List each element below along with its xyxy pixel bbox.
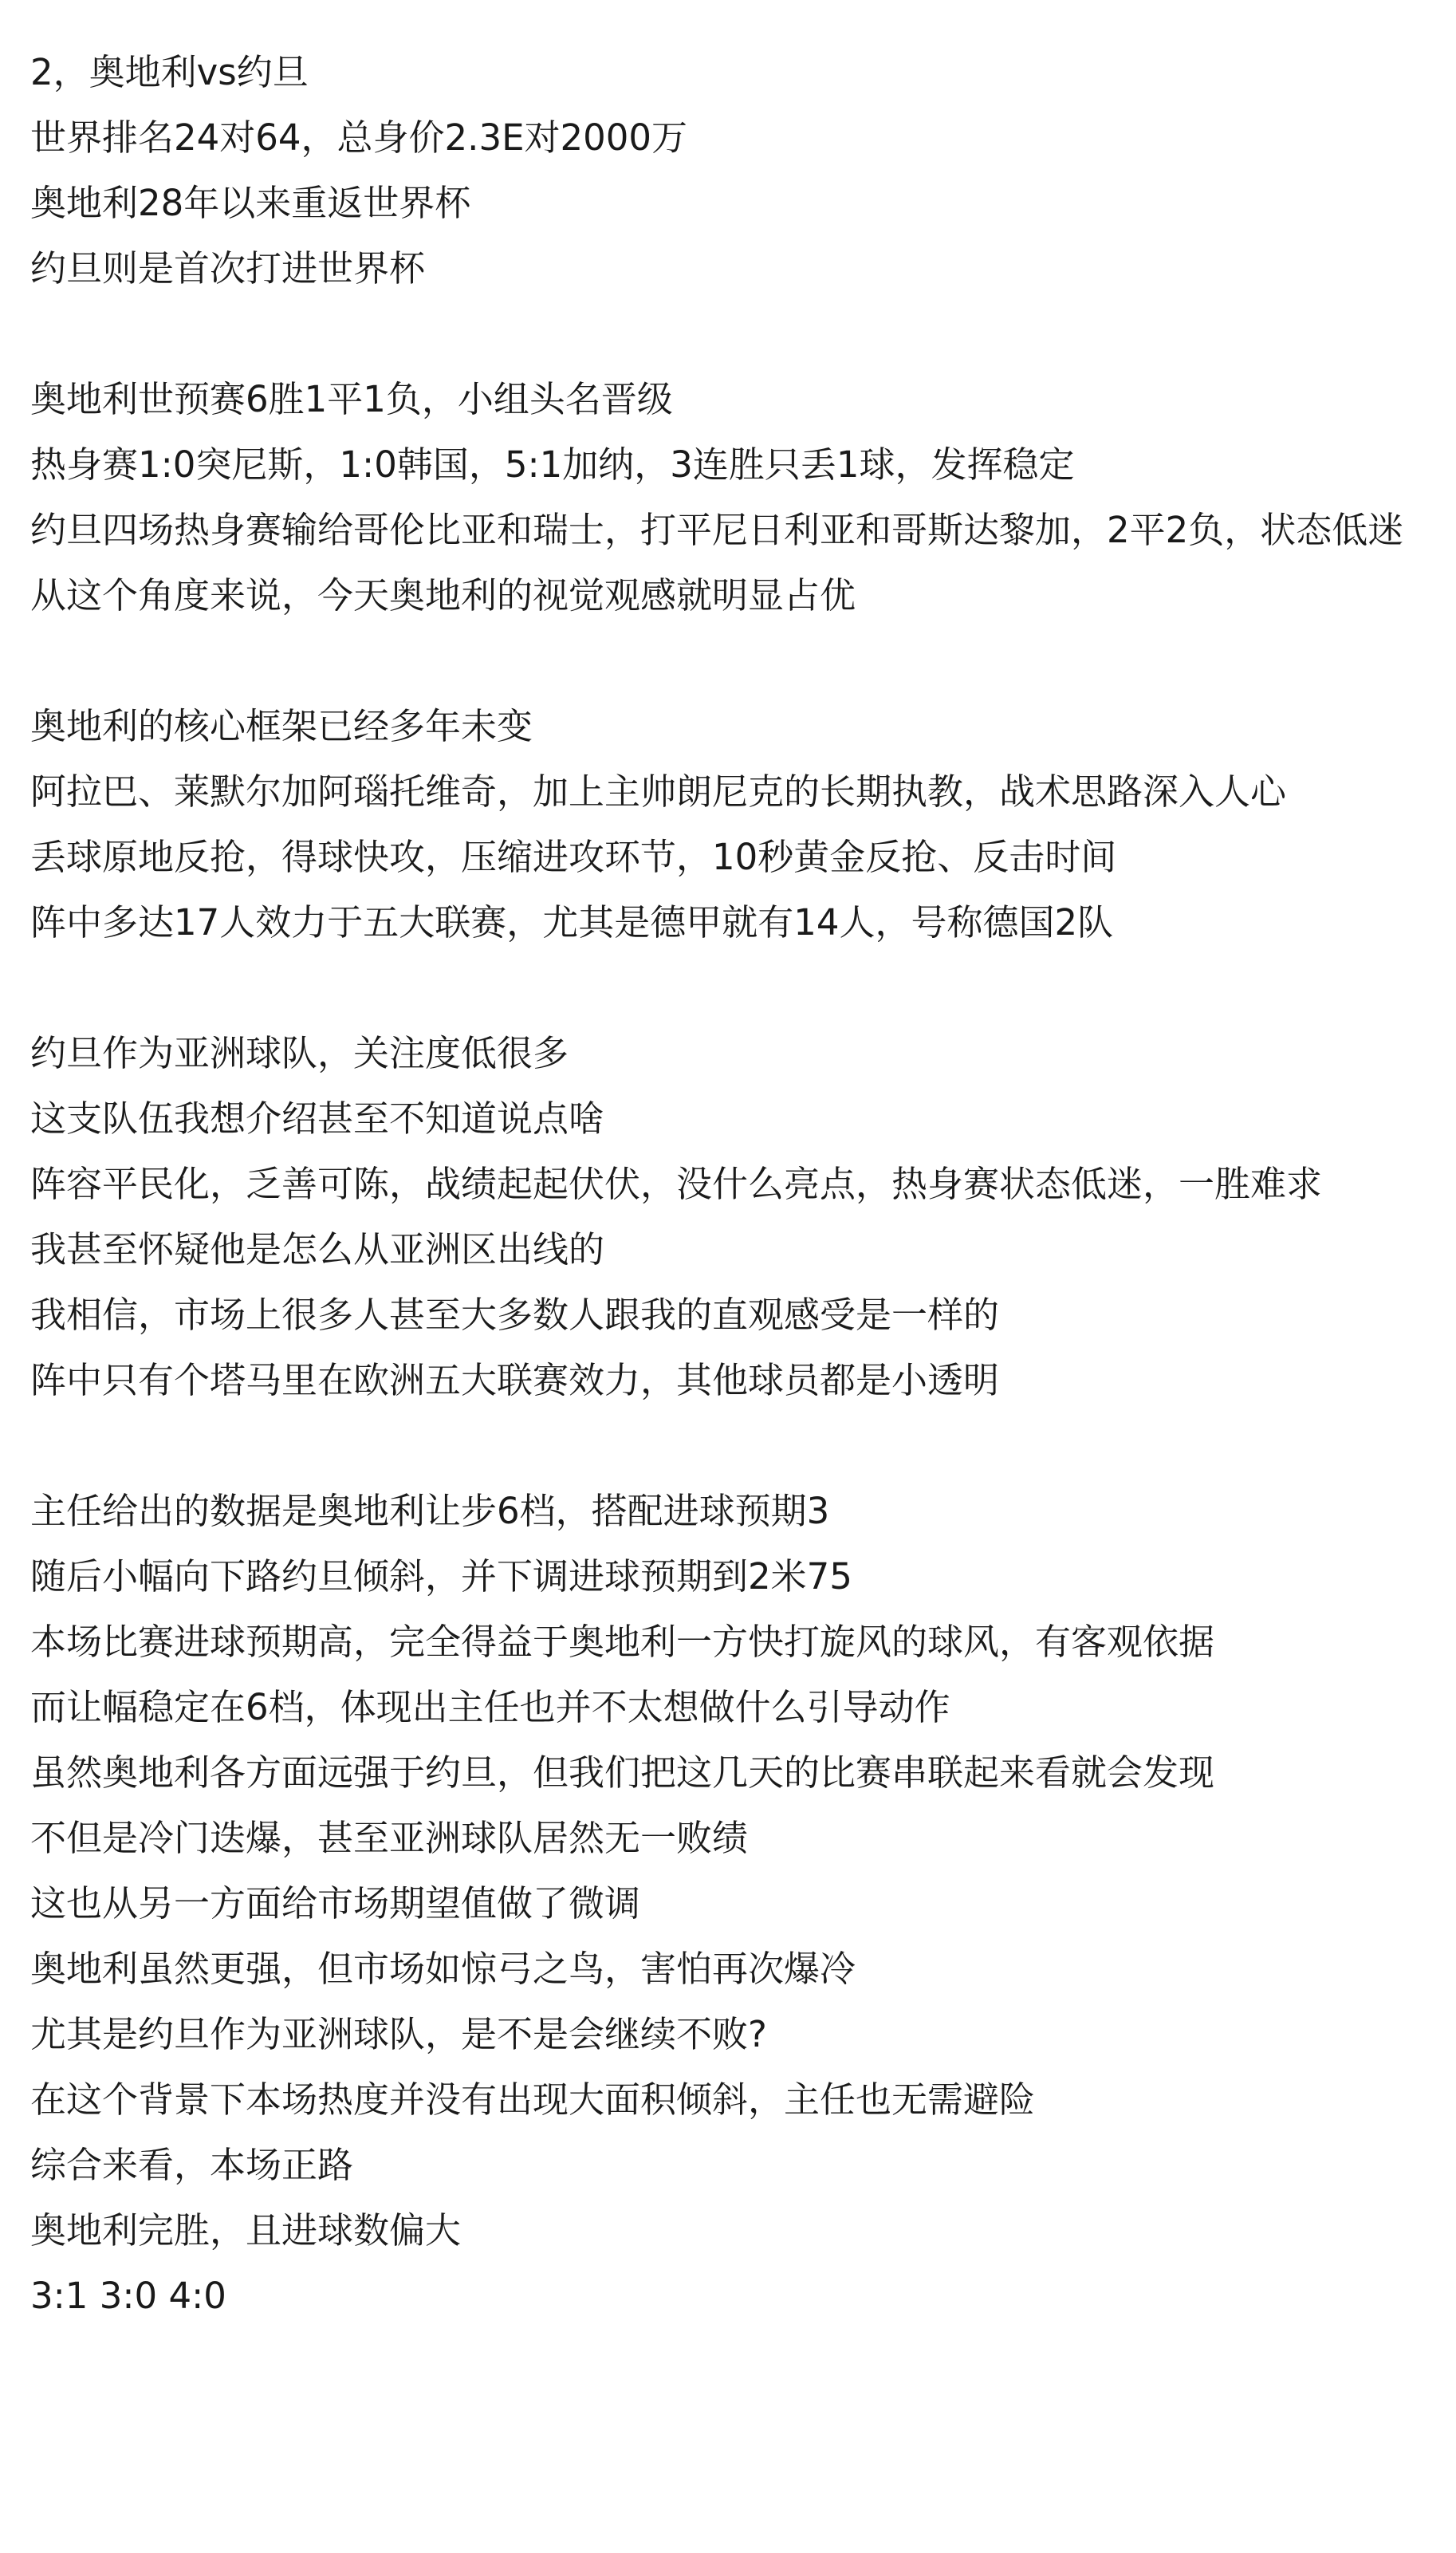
text-line: 约旦则是首次打进世界杯 [30,247,426,290]
text-line: 而让幅稳定在6档，体现出主任也并不太想做什么引导动作 [30,1686,950,1728]
text-line: 我相信，市场上很多人甚至大多数人跟我的直观感受是一样的 [30,1294,1000,1336]
text-line: 我甚至怀疑他是怎么从亚洲区出线的 [30,1228,605,1271]
text-line: 奥地利28年以来重返世界杯 [30,182,471,224]
text-line: 热身赛1:0突尼斯，1:0韩国，5:1加纳，3连胜只丢1球，发挥稳定 [30,443,1075,486]
text-line: 阵容平民化，乏善可陈，战绩起起伏伏，没什么亮点，热身赛状态低迷，一胜难求 [30,1163,1323,1205]
text-line: 奥地利世预赛6胜1平1负，小组头名晋级 [30,378,673,420]
text-line: 约旦作为亚洲球队，关注度低很多 [30,1032,569,1074]
text-line: 随后小幅向下路约旦倾斜，并下调进球预期到2米75 [30,1555,852,1598]
text-line: 丢球原地反抢，得球快攻，压缩进攻环节，10秒黄金反抢、反击时间 [30,836,1117,878]
text-line: 2，奥地利vs约旦 [30,51,309,93]
paragraph-recent-form [30,367,1434,628]
text-line: 在这个背景下本场热度并没有出现大面积倾斜，主任也无需避险 [30,2078,1036,2121]
text-line: 主任给出的数据是奥地利让步6档，搭配进球预期3 [30,1490,830,1532]
text-line: 尤其是约旦作为亚洲球队，是不是会继续不败? [30,2013,767,2055]
paragraph-jordan-analysis [30,1021,1434,1413]
text-line: 世界排名24对64，总身价2.3E对2000万 [30,116,688,159]
score-predictions: 3:1 3:0 4:0 [30,2275,226,2317]
paragraph-market-prediction [30,1479,1434,2329]
text-line: 虽然奥地利各方面远强于约旦，但我们把这几天的比赛串联起来看就会发现 [30,1751,1215,1794]
text-line: 阵中只有个塔马里在欧洲五大联赛效力，其他球员都是小透明 [30,1359,1000,1401]
text-line: 这支队伍我想介绍甚至不知道说点啥 [30,1097,605,1140]
text-line: 约旦四场热身赛输给哥伦比亚和瑞士，打平尼日利亚和哥斯达黎加，2平2负，状态低迷 [30,509,1404,551]
text-line: 不但是冷门迭爆，甚至亚洲球队居然无一败绩 [30,1817,749,1859]
paragraph-austria-analysis [30,694,1434,955]
text-line: 从这个角度来说，今天奥地利的视觉观感就明显占优 [30,574,856,617]
paragraph-match-intro [30,40,1434,301]
text-line: 奥地利虽然更强，但市场如惊弓之鸟，害怕再次爆冷 [30,1948,856,1990]
text-line: 阵中多达17人效力于五大联赛，尤其是德甲就有14人，号称德国2队 [30,901,1114,944]
text-line: 阿拉巴、莱默尔加阿瑙托维奇，加上主帅朗尼克的长期执教，战术思路深入人心 [30,770,1287,813]
post-body [30,40,1434,2394]
text-line: 这也从另一方面给市场期望值做了微调 [30,1882,641,1925]
text-line: 奥地利完胜，且进球数偏大 [30,2209,462,2252]
text-line: 奥地利的核心框架已经多年未变 [30,705,533,747]
text-line: 综合来看，本场正路 [30,2144,354,2186]
text-line: 本场比赛进球预期高，完全得益于奥地利一方快打旋风的球风，有客观依据 [30,1621,1215,1663]
